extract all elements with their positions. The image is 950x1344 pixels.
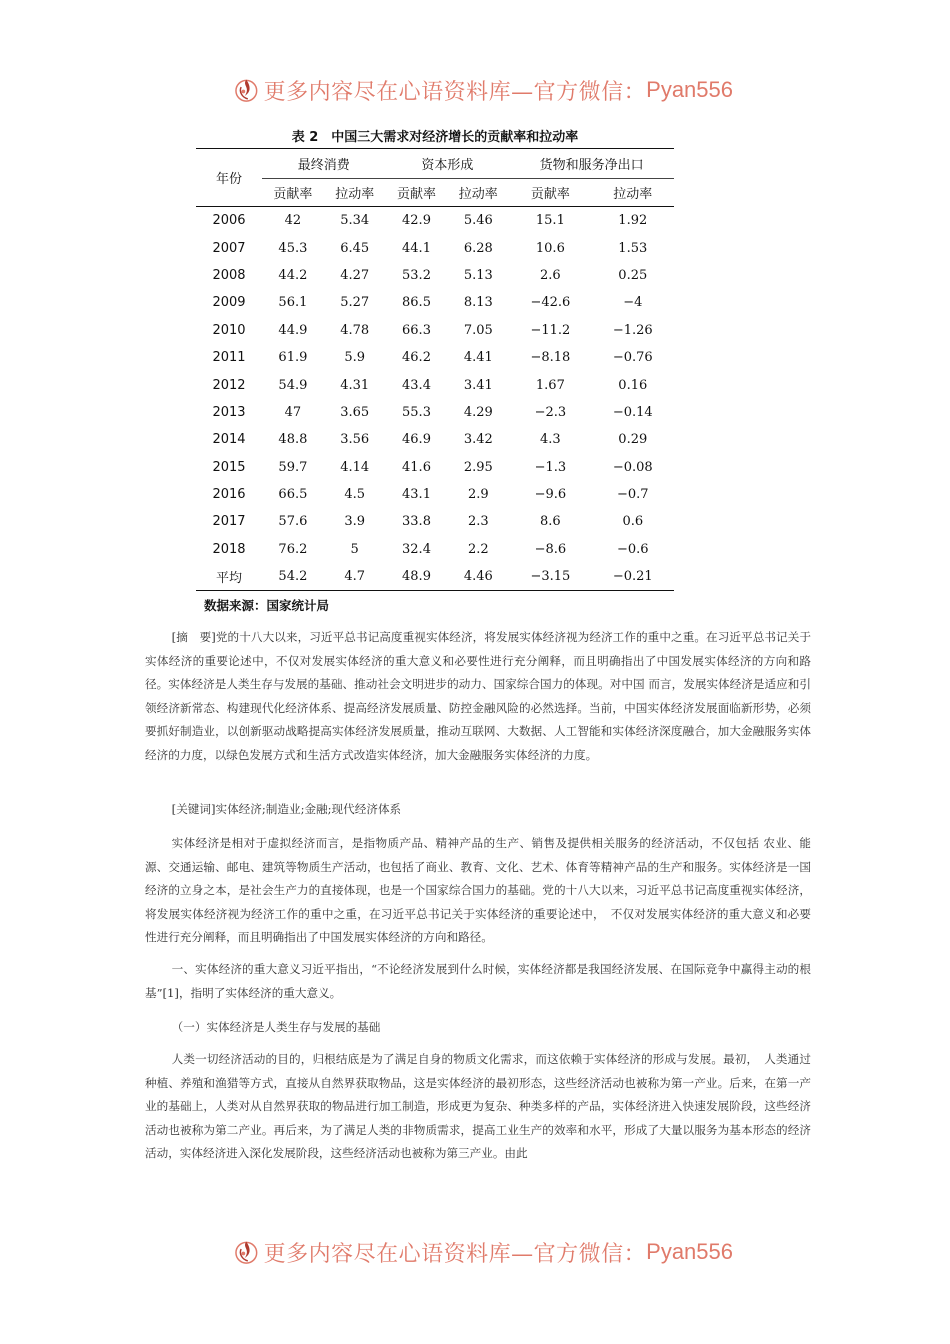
table-row bbox=[196, 207, 674, 235]
abstract-paragraph: [摘 要]党的十八大以来，习近平总书记高度重视实体经济，将发展实体经济视为经济工作的重中之重。在习近平总书记关于实体经济的重要论述中，不仅对发展实体经济的重大意义和必要性进行充分阐释，而且明确指出了中国发展实体经济的方向和路径。实体经济是人类生存与发展的基础、推动社会文明进步的动力、国家综合国力的体现。对中国 而言，发展实体经济是适应和引领经济新常态、构建现代化经济体系、提高经济发展质量、防控金融风险的必然选择。当前，中国实体经济发展面临新形势，必须要抓好制造业，以创新驱动战略提高实体经济发展质量，推动互联网、大数据、人工智能和实体经济深度融合，加大金融服务实体经济的力度，以绿色发展方式和生活方式改造实体经济，加大金融服务实体经济的力度。 bbox=[145, 630, 811, 762]
value-cell: 86.5 bbox=[402, 295, 431, 311]
group-header-net-export: 货物和服务净出口 bbox=[509, 149, 674, 179]
value-cell: 3.9 bbox=[344, 514, 366, 530]
subsection-heading: （一）实体经济是人类生存与发展的基础 bbox=[171, 1020, 381, 1034]
group-header-consumption: 最终消费 bbox=[262, 149, 386, 179]
value-cell: 3.56 bbox=[340, 432, 370, 448]
year-cell: 2018 bbox=[212, 541, 246, 557]
value-cell: 0.25 bbox=[618, 267, 648, 283]
table-row bbox=[196, 344, 674, 371]
value-cell: 5.34 bbox=[340, 213, 370, 229]
sub-header: 贡献率 bbox=[509, 179, 591, 207]
value-cell: −4 bbox=[623, 295, 643, 311]
value-cell: 15.1 bbox=[535, 213, 565, 229]
table-row bbox=[196, 234, 674, 261]
flame-logo-icon bbox=[233, 1234, 260, 1270]
value-cell: 43.4 bbox=[402, 377, 431, 393]
value-cell: 3.65 bbox=[340, 404, 370, 420]
value-cell: −0.6 bbox=[616, 541, 649, 557]
body-paragraph: 实体经济是相对于虚拟经济而言，是指物质产品、精神产品的生产、销售及提供相关服务的经济活动，不仅包括 农业、能源、交通运输、邮电、建筑等物质生产活动，也包括了商业、教育、文化、艺术、体育等精神产品的生产和服务。实体经济是一国经济的立身之本，是社会生产力的直接体现，也是一个国家综合国力的基础。党的十八大以来，习近平总书记高度重视实体经济，将发展实体经济视为经济工作的重中之重，在习近平总书记关于实体经济的重要论述中， 不仅对发展实体经济的重大意义和必要性进行充分阐释，而且明确指出了中国发展实体经济的方向和路径。 bbox=[145, 836, 811, 944]
flame-logo-icon bbox=[233, 72, 260, 108]
value-cell: 2.2 bbox=[467, 541, 489, 557]
value-cell: 42 bbox=[284, 213, 302, 229]
table-title: 表 2 中国三大需求对经济增长的贡献率和拉动率 bbox=[291, 130, 579, 145]
sub-header: 贡献率 bbox=[386, 179, 448, 207]
value-cell: 1.92 bbox=[618, 213, 648, 229]
sub-header: 贡献率 bbox=[262, 179, 324, 207]
value-cell: 1.67 bbox=[535, 377, 565, 393]
footer-watermark-banner bbox=[233, 1234, 733, 1270]
value-cell: 7.05 bbox=[463, 322, 493, 338]
value-cell: 3.41 bbox=[463, 377, 493, 393]
table-row bbox=[196, 262, 674, 289]
value-cell: 4.29 bbox=[463, 404, 493, 420]
value-cell: −9.6 bbox=[534, 487, 567, 503]
value-cell: 1.53 bbox=[618, 240, 648, 256]
value-cell: 56.1 bbox=[278, 295, 308, 311]
value-cell: 48.9 bbox=[386, 563, 448, 591]
value-cell: 44.1 bbox=[402, 240, 431, 256]
value-cell: 42.9 bbox=[402, 213, 431, 229]
value-cell: 76.2 bbox=[278, 541, 308, 557]
value-cell: 59.7 bbox=[278, 459, 308, 475]
year-cell: 2017 bbox=[212, 514, 246, 530]
value-cell: −8.18 bbox=[530, 350, 571, 366]
value-cell: 2.9 bbox=[467, 487, 489, 503]
year-cell: 2015 bbox=[212, 459, 246, 475]
table-row bbox=[196, 371, 674, 398]
value-cell: 4.41 bbox=[463, 350, 493, 366]
value-cell: −1.3 bbox=[534, 459, 567, 475]
value-cell: 47 bbox=[284, 404, 302, 420]
year-cell: 平均 bbox=[196, 563, 262, 591]
table-row bbox=[196, 426, 674, 453]
value-cell: 54.9 bbox=[278, 377, 308, 393]
value-cell: 0.6 bbox=[622, 514, 644, 530]
value-cell: 10.6 bbox=[535, 240, 565, 256]
banner-wechat-id: Pyan556 bbox=[646, 77, 733, 102]
group-header-capital: 资本形成 bbox=[386, 149, 510, 179]
table-row bbox=[196, 399, 674, 426]
value-cell: 43.1 bbox=[402, 487, 431, 503]
value-cell: 0.29 bbox=[618, 432, 648, 448]
value-cell: −0.14 bbox=[612, 404, 653, 420]
header-watermark-banner bbox=[233, 72, 733, 108]
year-cell: 2013 bbox=[212, 404, 246, 420]
value-cell: 41.6 bbox=[402, 459, 431, 475]
year-cell: 2010 bbox=[212, 322, 246, 338]
value-cell: 8.13 bbox=[463, 295, 493, 311]
table-row bbox=[196, 536, 674, 563]
year-cell: 2011 bbox=[212, 350, 246, 366]
banner-text: 更多内容尽在心语资料库—官方微信： bbox=[263, 79, 647, 105]
year-cell: 2007 bbox=[212, 240, 246, 256]
value-cell: 45.3 bbox=[278, 240, 308, 256]
year-cell: 2006 bbox=[212, 213, 246, 229]
value-cell: 0.16 bbox=[618, 377, 648, 393]
value-cell: 66.3 bbox=[402, 322, 431, 338]
keywords-paragraph: [关键词]实体经济;制造业;金融;现代经济体系 bbox=[171, 802, 402, 816]
value-cell: 61.9 bbox=[278, 350, 308, 366]
value-cell: −0.21 bbox=[592, 563, 674, 591]
value-cell: 46.9 bbox=[402, 432, 431, 448]
value-cell: 3.42 bbox=[463, 432, 493, 448]
year-header: 年份 bbox=[196, 149, 262, 207]
value-cell: 4.46 bbox=[447, 563, 509, 591]
value-cell: 32.4 bbox=[402, 541, 431, 557]
value-cell: −0.7 bbox=[616, 487, 649, 503]
sub-header: 拉动率 bbox=[447, 179, 509, 207]
value-cell: −1.26 bbox=[612, 322, 653, 338]
banner-text: 更多内容尽在心语资料库—官方微信： bbox=[263, 1241, 647, 1267]
value-cell: −3.15 bbox=[509, 563, 591, 591]
value-cell: 4.7 bbox=[324, 563, 386, 591]
value-cell: −2.3 bbox=[534, 404, 567, 420]
sub-header: 拉动率 bbox=[592, 179, 674, 207]
sub-header: 拉动率 bbox=[324, 179, 386, 207]
table-row bbox=[196, 481, 674, 508]
value-cell: 2.95 bbox=[463, 459, 493, 475]
value-cell: 55.3 bbox=[402, 404, 431, 420]
value-cell: 8.6 bbox=[540, 514, 561, 530]
year-cell: 2009 bbox=[212, 295, 246, 311]
value-cell: 5.13 bbox=[463, 267, 493, 283]
value-cell: 46.2 bbox=[402, 350, 431, 366]
value-cell: 4.31 bbox=[340, 377, 370, 393]
value-cell: 4.27 bbox=[340, 267, 370, 283]
value-cell: −0.08 bbox=[612, 459, 653, 475]
value-cell: 5.27 bbox=[340, 295, 370, 311]
year-cell: 2016 bbox=[212, 487, 246, 503]
value-cell: 4.5 bbox=[344, 487, 366, 503]
value-cell: 2.3 bbox=[467, 514, 489, 530]
value-cell: 4.3 bbox=[540, 432, 561, 448]
value-cell: 4.78 bbox=[340, 322, 370, 338]
value-cell: 66.5 bbox=[278, 487, 308, 503]
year-cell: 2008 bbox=[212, 267, 246, 283]
value-cell: 6.45 bbox=[340, 240, 370, 256]
table-row bbox=[196, 508, 674, 535]
value-cell: −8.6 bbox=[534, 541, 567, 557]
value-cell: 4.14 bbox=[340, 459, 370, 475]
year-cell: 2012 bbox=[212, 377, 246, 393]
value-cell: 48.8 bbox=[278, 432, 308, 448]
value-cell: 5.9 bbox=[344, 350, 366, 366]
value-cell: −11.2 bbox=[530, 322, 571, 338]
value-cell: −0.76 bbox=[612, 350, 653, 366]
value-cell: 6.28 bbox=[463, 240, 493, 256]
demand-contribution-table bbox=[196, 148, 674, 591]
value-cell: 57.6 bbox=[278, 514, 308, 530]
value-cell: 54.2 bbox=[262, 563, 324, 591]
value-cell: 44.2 bbox=[278, 267, 308, 283]
value-cell: 5.46 bbox=[463, 213, 493, 229]
table-row bbox=[196, 563, 674, 591]
year-cell: 2014 bbox=[212, 432, 246, 448]
body-paragraph: 人类一切经济活动的目的，归根结底是为了满足自身的物质文化需求，而这依赖于实体经济的形成与发展。最初， 人类通过种植、养殖和渔猎等方式，直接从自然界获取物品，这是实体经济的最初形态，这些经济活动也被称为第一产业。后来，在第一产业的基础上，人类对从自然界获取的物品进行加工制造，形成更为复杂、种类多样的产品，实体经济进入快速发展阶段，这些经济活动也被称为第二产业。再后来，为了满足人类的非物质需求，提高工业生产的效率和水平，形成了大量以服务为基本形态的经济活动，实体经济进入深化发展阶段，这些经济活动也被称为第三产业。由此 bbox=[145, 1052, 811, 1160]
value-cell: 2.6 bbox=[540, 267, 561, 283]
value-cell: 33.8 bbox=[402, 514, 431, 530]
table-row bbox=[196, 317, 674, 344]
table-row bbox=[196, 454, 674, 481]
banner-wechat-id: Pyan556 bbox=[646, 1239, 733, 1264]
table-row bbox=[196, 289, 674, 316]
value-cell: −42.6 bbox=[530, 295, 571, 311]
value-cell: 5 bbox=[350, 541, 359, 557]
data-source-note: 数据来源：国家统计局 bbox=[204, 598, 330, 613]
value-cell: 44.9 bbox=[278, 322, 308, 338]
value-cell: 53.2 bbox=[402, 267, 431, 283]
section-heading-paragraph: 一、实体经济的重大意义习近平指出，“不论经济发展到什么时候，实体经济都是我国经济发展、在国际竞争中赢得主动的根基”[1]，指明了实体经济的重大意义。 bbox=[145, 962, 811, 1000]
